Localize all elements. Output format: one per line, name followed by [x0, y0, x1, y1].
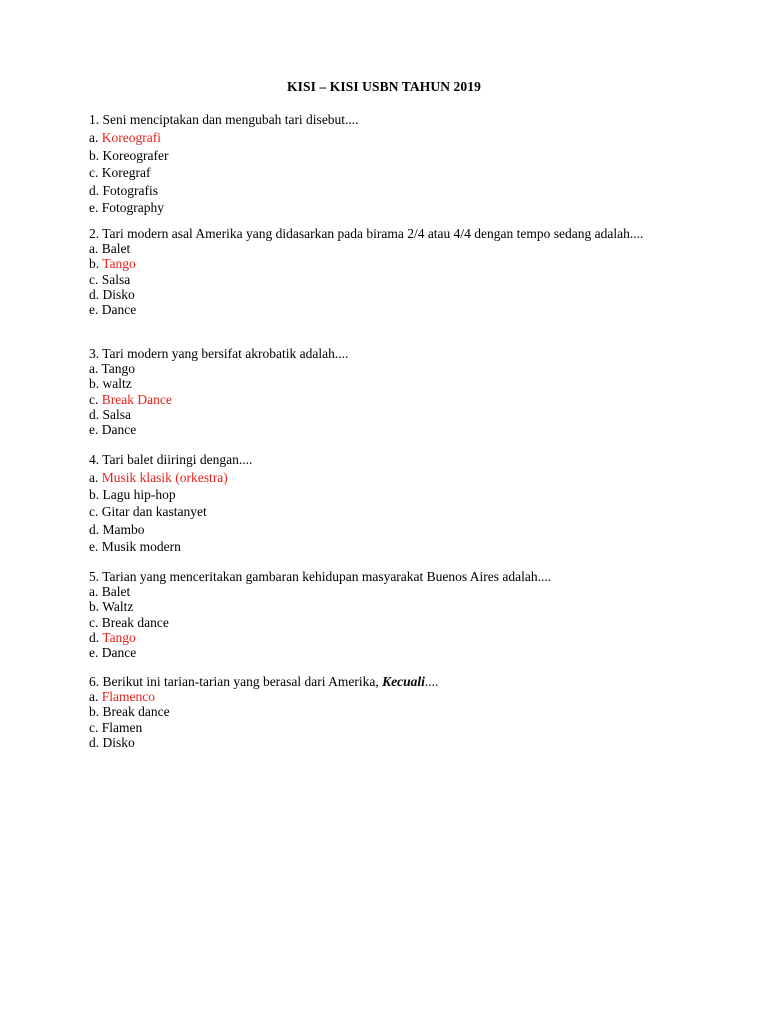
option-c	[89, 503, 689, 520]
option-b	[89, 599, 689, 614]
option-text: Koregraf	[101, 165, 151, 181]
option-prefix: b.	[89, 147, 103, 163]
option-e	[89, 422, 689, 437]
question-5	[89, 569, 689, 660]
option-e	[89, 302, 689, 317]
option-text: Tango	[101, 361, 136, 377]
option-text: Koreografer	[102, 147, 169, 163]
option-prefix: e.	[89, 302, 102, 318]
option-prefix: e.	[89, 645, 102, 661]
correct-answer: Flamenco	[101, 689, 155, 705]
option-prefix: b.	[89, 376, 103, 392]
option-a	[89, 129, 689, 147]
option-c	[89, 392, 689, 407]
option-text: Lagu hip-hop	[102, 487, 176, 502]
option-prefix: a.	[89, 241, 102, 257]
option-a	[89, 361, 689, 376]
option-a	[89, 584, 689, 599]
option-prefix: b.	[89, 487, 103, 502]
question-4	[89, 451, 689, 556]
option-d	[89, 630, 689, 645]
option-text: Dance	[101, 302, 137, 318]
question-stem	[89, 674, 689, 689]
option-text: Break dance	[102, 704, 170, 720]
option-prefix: b.	[89, 256, 103, 272]
option-c	[89, 272, 689, 287]
option-a	[89, 689, 689, 704]
option-text: Dance	[101, 422, 137, 438]
correct-answer: Musik klasik (orkestra)	[101, 469, 228, 485]
option-text: Disko	[102, 734, 135, 750]
option-text: Waltz	[102, 599, 134, 615]
option-prefix: e.	[89, 422, 102, 438]
option-d	[89, 521, 689, 538]
option-d	[89, 287, 689, 302]
option-prefix: d.	[89, 406, 103, 422]
option-d	[89, 407, 689, 422]
option-c	[89, 615, 689, 630]
correct-answer: Tango	[102, 256, 136, 272]
option-text: Disko	[102, 286, 135, 302]
option-b	[89, 704, 689, 719]
option-prefix: d.	[89, 521, 103, 537]
option-d	[89, 735, 689, 750]
option-text: Balet	[101, 584, 131, 600]
option-prefix: e.	[89, 200, 102, 216]
option-text: Mambo	[102, 521, 145, 537]
option-text: Fotography	[101, 200, 164, 216]
option-prefix: d.	[89, 629, 103, 645]
option-e	[89, 645, 689, 660]
option-prefix: c.	[89, 271, 102, 287]
option-a	[89, 469, 689, 486]
option-prefix: d.	[89, 734, 103, 750]
option-e	[89, 199, 689, 217]
option-d	[89, 182, 689, 200]
option-text: Break dance	[101, 614, 169, 630]
option-prefix: b.	[89, 704, 103, 720]
option-prefix: a.	[89, 361, 102, 377]
option-e	[89, 538, 689, 555]
correct-answer: Break Dance	[101, 391, 172, 407]
option-prefix: c.	[89, 719, 102, 735]
option-text: Musik modern	[101, 539, 181, 555]
option-prefix: c.	[89, 165, 102, 181]
question-2	[89, 226, 689, 317]
option-prefix: c.	[89, 614, 102, 630]
option-text: Fotografis	[102, 182, 158, 198]
option-b	[89, 486, 689, 503]
question-stem: 4. Tari balet diiringi dengan....	[89, 452, 253, 467]
question-stem: 3. Tari modern yang bersifat akrobatik adalah....	[89, 346, 349, 361]
correct-answer: Koreografi	[101, 130, 161, 145]
option-text: Salsa	[101, 271, 131, 287]
option-text: Salsa	[102, 406, 131, 422]
question-stem: 1. Seni menciptakan dan mengubah tari disebut....	[89, 112, 359, 127]
option-prefix: d.	[89, 182, 103, 198]
option-prefix: b.	[89, 599, 103, 615]
option-text: Dance	[101, 645, 137, 661]
option-a	[89, 241, 689, 256]
option-prefix: a.	[89, 469, 102, 485]
option-b	[89, 147, 689, 165]
question-1	[89, 111, 689, 217]
correct-answer: Tango	[102, 629, 136, 645]
option-c	[89, 720, 689, 735]
option-c	[89, 164, 689, 182]
option-prefix: d.	[89, 286, 103, 302]
option-b	[89, 376, 689, 391]
option-text: Gitar dan kastanyet	[101, 504, 207, 520]
option-prefix: a.	[89, 584, 102, 600]
option-text: Flamen	[101, 719, 143, 735]
option-prefix: a.	[89, 689, 102, 705]
question-3	[89, 346, 689, 437]
option-text: waltz	[102, 376, 132, 392]
question-stem-text: 6. Berikut ini tarian-tarian yang berasal dari Amerika,	[89, 674, 383, 689]
question-stem-emphasis: Kecuali	[382, 674, 425, 689]
question-stem-suffix: ....	[424, 674, 439, 689]
question-6	[89, 674, 689, 750]
option-text: Balet	[101, 241, 131, 257]
option-prefix: a.	[89, 130, 102, 145]
document-title: KISI – KISI USBN TAHUN 2019	[287, 79, 481, 94]
question-stem: 2. Tari modern asal Amerika yang didasarkan pada birama 2/4 atau 4/4 dengan tempo sedang adalah....	[89, 226, 644, 241]
option-b	[89, 256, 689, 271]
option-prefix: e.	[89, 539, 102, 555]
option-prefix: c.	[89, 391, 102, 407]
question-stem: 5. Tarian yang menceritakan gambaran kehidupan masyarakat Buenos Aires adalah....	[89, 569, 552, 584]
option-prefix: c.	[89, 504, 102, 520]
